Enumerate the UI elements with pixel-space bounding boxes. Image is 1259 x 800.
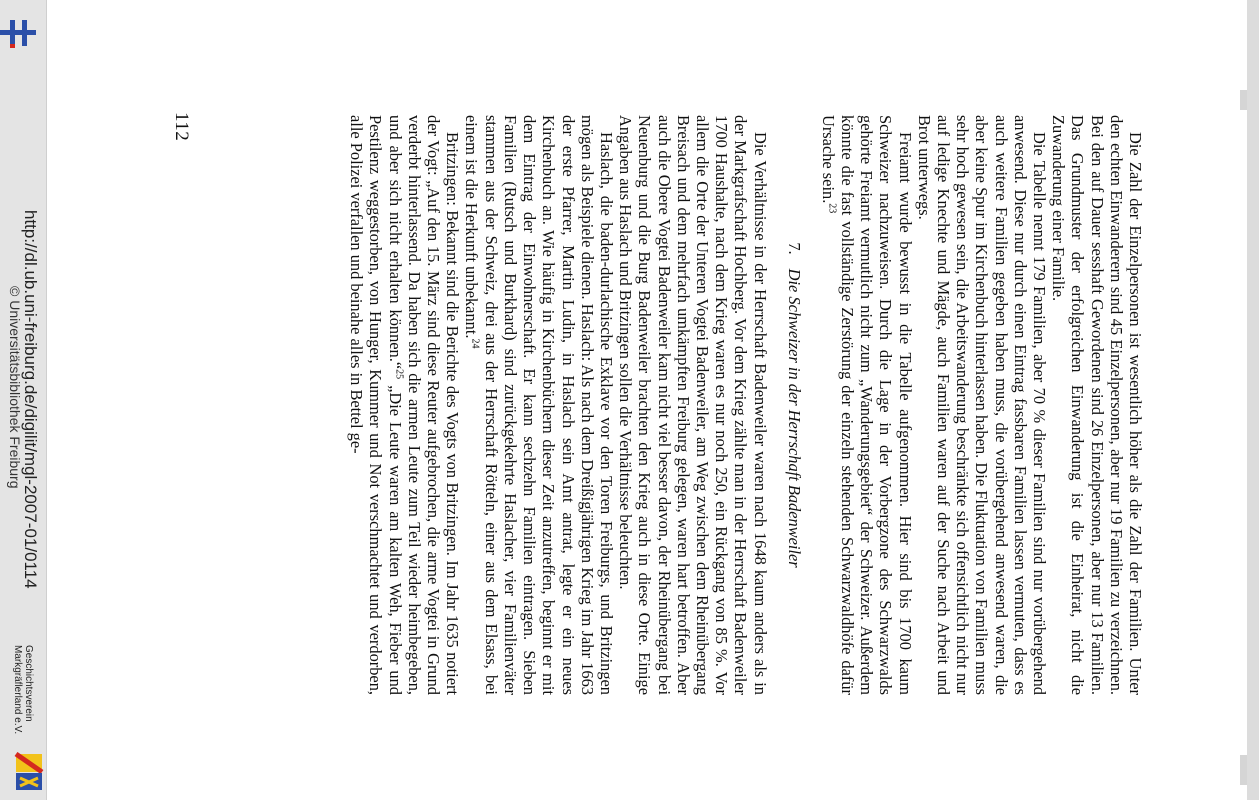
- source-url: http://dl.ub.uni-freiburg.de/digilit/mgl-2007-01/0114: [21, 210, 40, 589]
- paragraph: Die Tabelle nennt 179 Familien, aber 70 % dieser Familien sind nur vorübergehend anwesend. Diese nur durch einen Eintrag fassbaren Familien lassen vermuten, dass es auch weitere Familien gegeben haben muss, die vorübergehend anwesend waren, die aber keine Spur im Kirchenbuch hinterlassen haben. Die Fluktuation von Familien muss sehr hoch gewesen sein, die Arbeitswanderung beschränkte sich offensichtlich nicht nur auf ledige Knechte und Mägde, auch Familien waren auf der Suche nach Arbeit und Brot unterwegs.: [914, 115, 1049, 695]
- right-margin-strip: [1247, 0, 1259, 800]
- society-line: Markgräflerland e.V.: [12, 645, 23, 735]
- section-heading: [784, 115, 804, 695]
- right-margin-trace: [1240, 90, 1247, 110]
- footnote-ref: 24: [469, 338, 481, 349]
- section-number: 7.: [784, 242, 804, 255]
- section-title: Die Schweizer in der Herrschaft Badenweiler: [784, 268, 804, 568]
- rotated-margin: [0, 0, 230, 800]
- society-line: Geschichtsverein: [23, 645, 34, 722]
- right-margin-trace: [1240, 755, 1247, 785]
- copyright-note: © Universitätsbibliothek Freiburg: [7, 286, 23, 489]
- footnote-ref: 23: [826, 203, 838, 214]
- paragraph: Haslach, die baden-durlachische Exklave vor den Toren Freiburgs, und Britzingen mögen als Beispiele dienen. Haslach: Als nach dem Dreißigjährigen Krieg im Jahr 1663 der erste Pfarrer, Martin Ludin, in Haslach sein Amt antrat, legte er ein neues Kirchenbuch an. Wie häufig in Kirchenbüchern dieser Zeit anzutreffen, beginnt er mit dem Eintrag der Einwohnerschaft. Er kann sechzehn Familien eintragen. Sieben Familien (Rutsch und Burkhard) sind zurückgekehrte Haslacher, vier Familienväter stammen aus der Schweiz, drei aus der Herrschaft Rötteln, einer aus dem Elsass, bei einem ist die Herkunft unbekannt.$^{24}$: [462, 115, 616, 695]
- page-text: [225, 115, 1145, 695]
- society-label: [12, 645, 34, 734]
- paragraph: Die Zahl der Einzelpersonen ist wesentlich höher als die Zahl der Familien. Unter den echten Einwanderern sind 45 Einzelpersonen, aber nur 19 Familien zu verzeichnen. Bei den auf Dauer sesshaft Gewordenen sind 26 Einzelpersonen, aber nur 13 Familien. Das Grundmuster der erfolgreichen Einwanderung ist die Einheirat, nicht die Zuwanderung einer Familie.: [1049, 115, 1145, 695]
- paragraph: Britzingen: Bekannt sind die Berichte des Vogts von Britzingen. Im Jahr 1635 notiert der Vogt: „Auf den 15. März sind diese Reuter aufgebrochen, die arme Vogtei in Grund verderbt hinterlassend. Da haben sich die armen Leute zum Teil wieder heimbegeben, und aber sich nicht erhalten können.“$^{25}$ „Die Leute waren am kalten Weh, Fieber und Pestilenz weggestorben, von Hunger, Kummer und Not verschmachtet und verdorben, alle Polizei verfallen und beinahe alles in Bettel ge-: [347, 115, 463, 696]
- footnote-ref: 25: [393, 369, 405, 380]
- paragraph: Freiamt wurde bewusst in die Tabelle aufgenommen. Hier sind bis 1700 kaum Schweizer nachzuweisen. Durch die Lage in der Vorbergzone des Schwarzwalds gehörte Freiamt vermutlich nicht zum „Wanderungsgebiet“ der Schweizer. Außerdem könnte die fast vollständige Zerstörung der einzeln stehenden Schwarzwaldhöfe dafür Ursache sein.$^{23}$: [818, 115, 915, 695]
- paragraph: Die Verhältnisse in der Herrschaft Badenweiler waren nach 1648 kaum anders als in der Markgrafschaft Hochberg. Vor dem Krieg zählte man in der Herrschaft Badenweiler 1700 Haushalte, nach dem Krieg waren es nur noch 250, ein Rückgang von 85 %. Vor allem die Orte der Unteren Vogtei Badenweiler, am Weg zwischen dem Rheinübergang Breisach und dem mehrfach umkämpften Freiburg gelegen, waren hart betroffen. Aber auch die Obere Vogtei Badenweiler kam nicht viel besser davon, der Rheinübergang bei Neuenburg und die Burg Badenweiler brachten den Krieg auch in diese Orte. Einige Angaben aus Haslach und Britzingen sollen die Verhältnisse beleuchten.: [616, 115, 770, 695]
- page-number: 112: [171, 112, 192, 142]
